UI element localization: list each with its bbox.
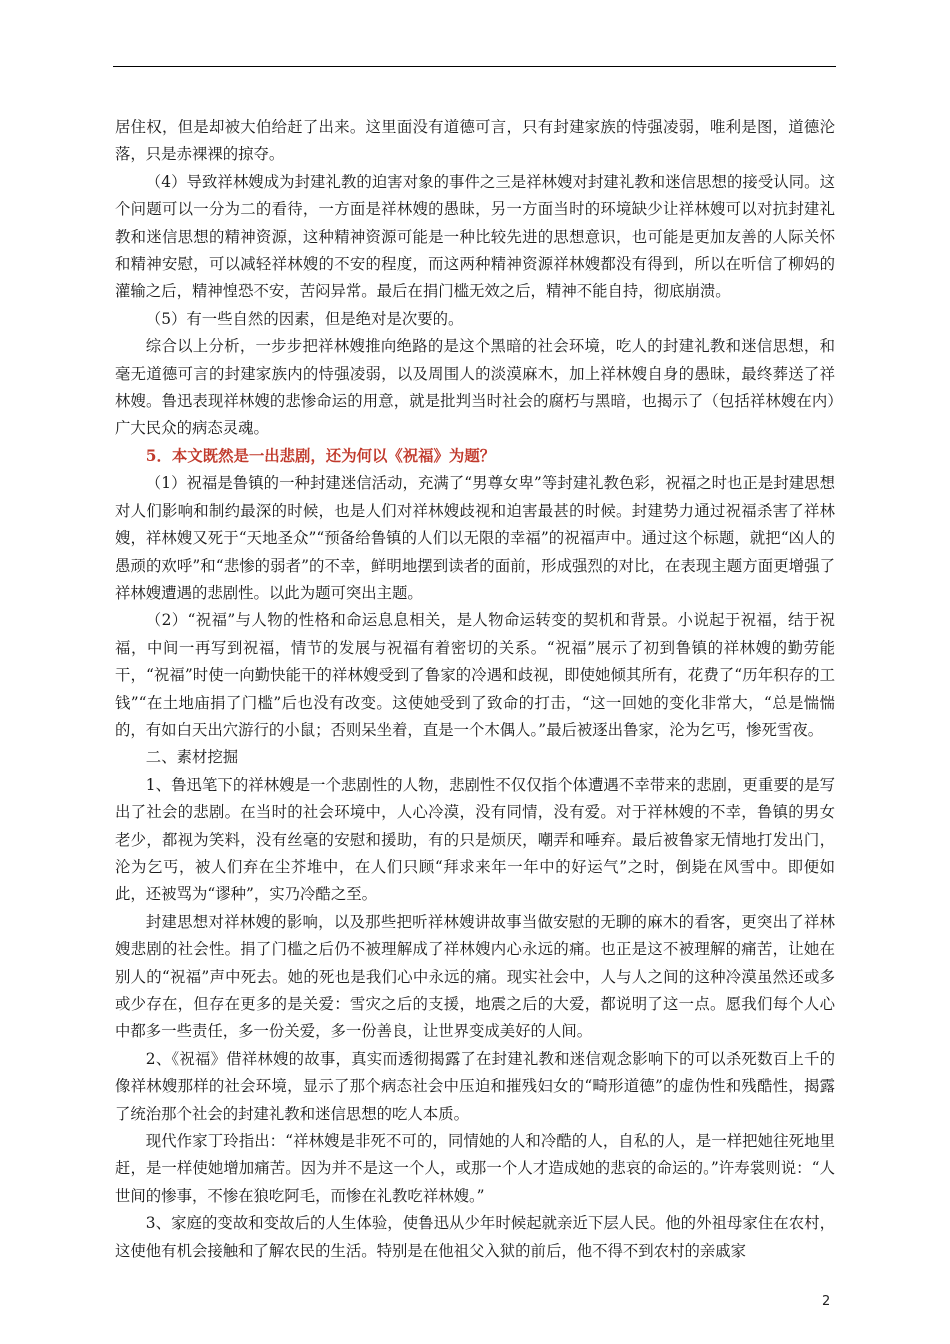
document-body: [115, 114, 835, 1265]
page-number: 2: [822, 1294, 831, 1309]
paragraph-material-3: 3、家庭的变故和变故后的人生体验，使鲁迅从少年时候起就亲近下层人民。他的外祖母家住在农村，这使他有机会接触和了解农民的生活。特别是在他祖父入狱的前后，他不得不到农村的亲戚家: [115, 1214, 835, 1260]
paragraph-material-2: 2、《祝福》借祥林嫂的故事，真实而透彻揭露了在封建礼教和迷信观念影响下的可以杀死数百上千的像祥林嫂那样的社会环境，显示了那个病态社会中压迫和摧残妇女的“畸形道德”的虚伪性和残酷性，揭露了统治那个社会的封建礼教和迷信思想的吃人本质。: [115, 1049, 835, 1123]
paragraph-answer-2: （2）“祝福”与人物的性格和命运息息相关，是人物命运转变的契机和背景。小说起于祝福，结于祝福，中间一再写到祝福，情节的发展与祝福有着密切的关系。“祝福”展示了初到鲁镇的祥林嫂的勤劳能干，“祝福”时使一向勤快能干的祥林嫂受到了鲁家的冷遇和歧视，即使她倾其所有，花费了“历年积存的工钱”“在土地庙捐了门槛”后也没有改变。这使她受到了致命的打击，“这一回她的变化非常大，“总是惴惴的，有如白天出穴游行的小鼠；否则呆坐着，直是一个木偶人。”最后被逐出鲁家，沦为乞丐，惨死雪夜。: [115, 611, 835, 739]
paragraph-material-1-cont: 封建思想对祥林嫂的影响，以及那些把听祥林嫂讲故事当做安慰的无聊的麻木的看客，更突出了祥林嫂悲剧的社会性。捐了门槛之后仍不被理解成了祥林嫂内心永远的痛。也正是这不被理解的痛苦，让她在别人的“祝福”声中死去。她的死也是我们心中永远的痛。现实社会中，人与人之间的这种冷漠虽然还或多或少存在，但存在更多的是关爱：雪灾之后的支援，地震之后的大爱，都说明了这一点。愿我们每个人心中都多一些责任，多一份关爱，多一份善良，让世界变成美好的人间。: [115, 912, 835, 1041]
paragraph-point-5: （5）有一些自然的因素，但是绝对是次要的。: [145, 309, 464, 328]
question-5-heading: 5．本文既然是一出悲剧，还为何以《祝福》为题？: [145, 446, 496, 465]
paragraph-answer-1: （1）祝福是鲁镇的一种封建迷信活动，充满了“男尊女卑”等封建礼教色彩，祝福之时也正是封建思想对人们影响和制约最深的时候，也是人们对祥林嫂歧视和迫害最甚的时候。封建势力通过祝福杀害了祥林嫂，祥林嫂又死于“天地圣众”“预备给鲁镇的人们以无限的幸福”的祝福声中。通过这个标题，就把“凶人的愚顽的欢呼”和“悲惨的弱者”的不幸，鲜明地摆到读者的面前，形成强烈的对比，在表现主题方面更增强了祥林嫂遭遇的悲剧性。以此为题可突出主题。: [115, 474, 835, 602]
paragraph-point-4: （4）导致祥林嫂成为封建礼教的迫害对象的事件之三是祥林嫂对封建礼教和迷信思想的接受认同。这个问题可以一分为二的看待，一方面是祥林嫂的愚昧，另一方面当时的环境缺少让祥林嫂可以对抗封建礼教和迷信思想的精神资源，这种精神资源可能是一种比较先进的思想意识，也可能是更加友善的人际关怀和精神安慰，可以减轻祥林嫂的不安的程度，而这两种精神资源祥林嫂都没有得到，所以在听信了柳妈的灌输之后，精神惶恐不安，苦闷异常。最后在捐门槛无效之后，精神不能自持，彻底崩溃。: [115, 172, 835, 301]
paragraph-material-1: 1、鲁迅笔下的祥林嫂是一个悲剧性的人物，悲剧性不仅仅指个体遭遇不幸带来的悲剧，更重要的是写出了社会的悲剧。在当时的社会环境中，人心冷漠，没有同情，没有爱。对于祥林嫂的不幸，鲁镇的男女老少，都视为笑料，没有丝毫的安慰和援助，有的只是烦厌，嘲弄和唾弃。最后被鲁家无情地打发出门，沦为乞丐，被人们弃在尘芥堆中，在人们只顾“拜求来年一年中的好运气”之时，倒毙在风雪中。即便如此，还被骂为“谬种”，实乃冷酷之至。: [115, 775, 835, 904]
paragraph-quotes: 现代作家丁玲指出：“祥林嫂是非死不可的，同情她的人和冷酷的人，自私的人，是一样把她往死地里赶，是一样使她增加痛苦。因为并不是这一个人，或那一个人才造成她的悲哀的命运的。”许寿裳则说：“人世间的惨事，不惨在狼吃阿毛，而惨在礼教吃祥林嫂。”: [115, 1132, 835, 1205]
paragraph-residence-rights: 居住权，但是却被大伯给赶了出来。这里面没有道德可言，只有封建家族的恃强凌弱，唯利是图，道德沦落，只是赤裸裸的掠夺。: [115, 118, 835, 164]
header-rule: [113, 66, 836, 67]
section-heading-material: 二、素材挖掘: [145, 748, 239, 767]
paragraph-summary: 综合以上分析，一步步把祥林嫂推向绝路的是这个黑暗的社会环境，吃人的封建礼教和迷信思想，和毫无道德可言的封建家族内的恃强凌弱，以及周围人的淡漠麻木，加上祥林嫂自身的愚昧，最终葬送了祥林嫂。鲁迅表现祥林嫂的悲惨命运的用意，就是批判当时社会的腐朽与黑暗，也揭示了（包括祥林嫂在内）广大民众的病态灵魂。: [115, 337, 835, 438]
